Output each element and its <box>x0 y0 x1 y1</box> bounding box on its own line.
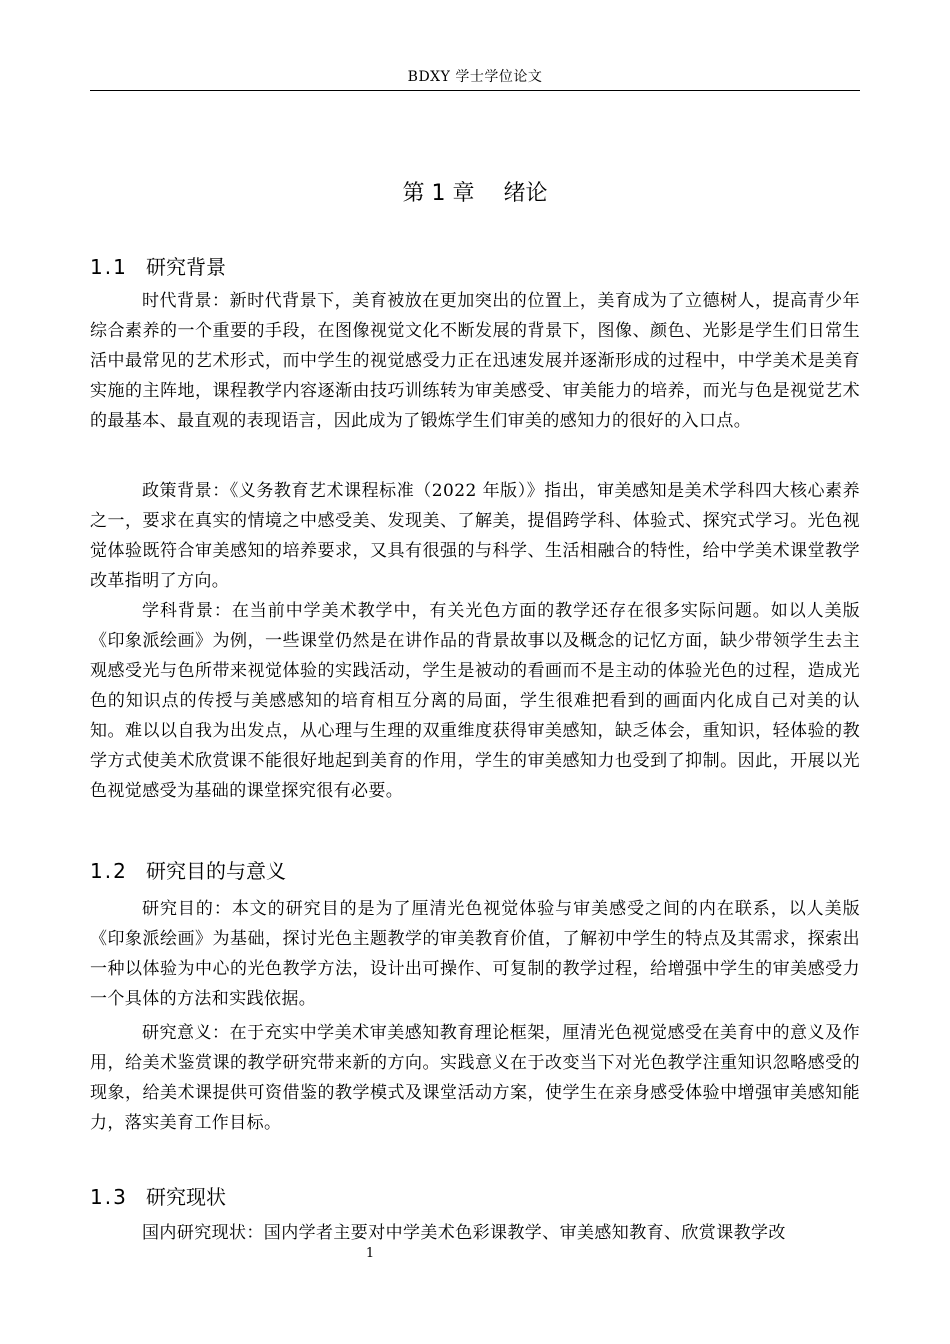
section-title: 研究现状 <box>146 1185 226 1209</box>
paragraph-domestic-status: 国内研究现状：国内学者主要对中学美术色彩课教学、审美感知教育、欣赏课教学改 <box>142 1223 786 1243</box>
paragraph-subject-background: 学科背景：在当前中学美术教学中，有关光色方面的教学还存在很多实际问题。如以人美版《印象派绘画》为例，一些课堂仍然是在讲作品的背景故事以及概念的记忆方面，缺少带领学生去主观感受光与色所带来视觉体验的实践活动，学生是被动的看画而不是主动的体验光色的过程，造成光色的知识点的传授与美感感知的培育相互分离的局面，学生很难把看到的画面内化成自己对美的认知。难以以自我为出发点，从心理与生理的双重维度获得审美感知，缺乏体会，重知识，轻体验的教学方式使美术欣赏课不能很好地起到美育的作用，学生的审美感知力也受到了抑制。因此，开展以光色视觉感受为基础的课堂探究很有必要。 <box>90 601 860 801</box>
header-rule <box>90 90 860 91</box>
section-heading-1-2 <box>90 856 286 886</box>
section-title: 研究背景 <box>146 255 226 279</box>
chapter-title: 第 1 章 绪论 <box>402 181 548 206</box>
section-number: 1.3 <box>90 1185 128 1209</box>
paragraph-research-significance: 研究意义：在于充实中学美术审美感知教育理论框架，厘清光色视觉感受在美育中的意义及作用，给美术鉴赏课的教学研究带来新的方向。实践意义在于改变当下对光色教学注重知识忽略感受的现象，给美术课提供可资借鉴的教学模式及课堂活动方案，使学生在亲身感受体验中增强审美感知能力，落实美育工作目标。 <box>90 1023 860 1133</box>
section-title: 研究目的与意义 <box>146 859 286 883</box>
paragraph-era-background: 时代背景：新时代背景下，美育被放在更加突出的位置上，美育成为了立德树人，提高青少年综合素养的一个重要的手段，在图像视觉文化不断发展的背景下，图像、颜色、光影是学生们日常生活中最常见的艺术形式，而中学生的视觉感受力正在迅速发展并逐渐形成的过程中，中学美术是美育实施的主阵地，课程教学内容逐渐由技巧训练转为审美感受、审美能力的培养，而光与色是视觉艺术的最基本、最直观的表现语言，因此成为了锻炼学生们审美的感知力的很好的入口点。 <box>90 291 860 431</box>
paragraph-research-purpose: 研究目的：本文的研究目的是为了厘清光色视觉体验与审美感受之间的内在联系，以人美版《印象派绘画》为基础，探讨光色主题教学的审美教育价值，了解初中学生的特点及其需求，探索出一种以体验为中心的光色教学方法，设计出可操作、可复制的教学过程，给增强中学生的审美感受力一个具体的方法和实践依据。 <box>90 899 860 1009</box>
section-number: 1.2 <box>90 859 128 883</box>
paragraph-policy-background: 政策背景：《义务教育艺术课程标准（2022 年版）》指出，审美感知是美术学科四大核心素养之一，要求在真实的情境之中感受美、发现美、了解美，提倡跨学科、体验式、探究式学习。光色视觉体验既符合审美感知的培养要求，又具有很强的与科学、生活相融合的特性，给中学美术课堂教学改革指明了方向。 <box>90 481 860 591</box>
section-heading-1-1 <box>90 252 226 282</box>
running-header: BDXY 学士学位论文 <box>407 69 543 85</box>
page-number: 1 <box>365 1246 375 1261</box>
section-heading-1-3 <box>90 1182 226 1212</box>
section-number: 1.1 <box>90 255 128 279</box>
